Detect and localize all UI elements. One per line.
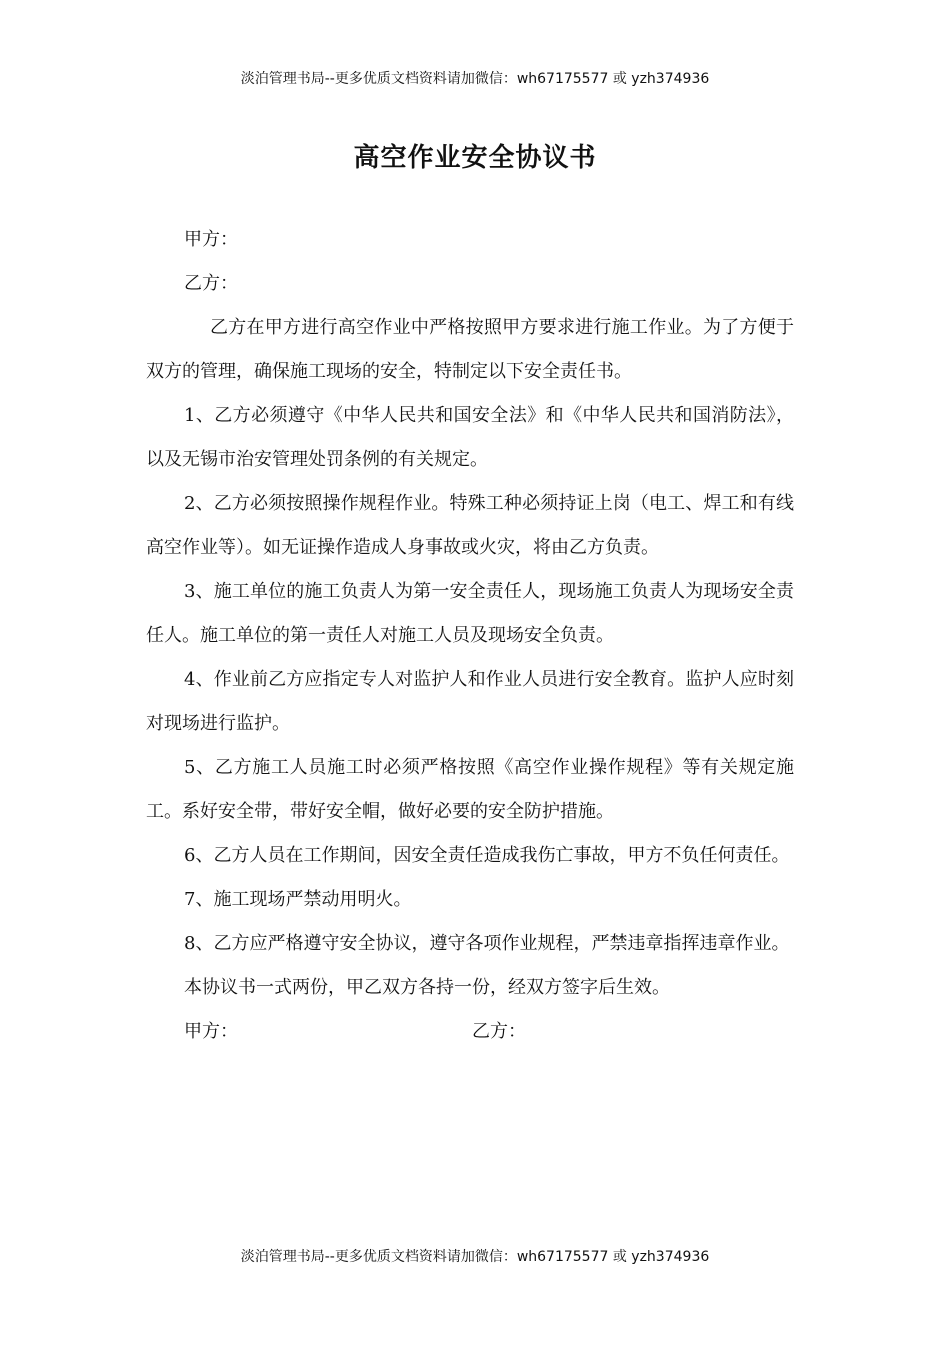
- party-a-line: 甲方：: [184, 229, 238, 250]
- intro-paragraph: 乙方在甲方进行高空作业中严格按照甲方要求进行施工作业。为了方便于双方的管理，确保施工现场的安全，特制定以下安全责任书。: [146, 317, 794, 382]
- party-b-line: 乙方：: [184, 273, 238, 294]
- document-title: 高空作业安全协议书: [353, 143, 597, 173]
- signature-party-b: 乙方：: [472, 1021, 526, 1042]
- clause-7: 7、施工现场严禁动用明火。: [184, 889, 412, 910]
- page-header: 淡泊管理书局--更多优质文档资料请加微信：wh67175577 或 yzh374936: [240, 71, 710, 87]
- signature-party-a: 甲方：: [184, 1021, 238, 1042]
- closing-paragraph: 本协议书一式两份，甲乙双方各持一份，经双方签字后生效。: [184, 977, 670, 998]
- page-footer: 淡泊管理书局--更多优质文档资料请加微信：wh67175577 或 yzh374936: [240, 1249, 710, 1265]
- clause-6: 6、乙方人员在工作期间，因安全责任造成我伤亡事故，甲方不负任何责任。: [184, 845, 790, 866]
- signature-row: [146, 1010, 794, 1054]
- document-body: [146, 218, 794, 1054]
- clause-4: 4、作业前乙方应指定专人对监护人和作业人员进行安全教育。监护人应时刻对现场进行监护。: [146, 669, 794, 734]
- clause-5: 5、乙方施工人员施工时必须严格按照《高空作业操作规程》等有关规定施工。系好安全带，带好安全帽，做好必要的安全防护措施。: [146, 757, 794, 822]
- clause-3: 3、施工单位的施工负责人为第一安全责任人，现场施工负责人为现场安全责任人。施工单位的第一责任人对施工人员及现场安全负责。: [146, 581, 794, 646]
- clause-2: 2、乙方必须按照操作规程作业。特殊工种必须持证上岗（电工、焊工和有线高空作业等）。如无证操作造成人身事故或火灾，将由乙方负责。: [146, 493, 794, 558]
- clause-1: 1、乙方必须遵守《中华人民共和国安全法》和《中华人民共和国消防法》，以及无锡市治安管理处罚条例的有关规定。: [146, 405, 794, 470]
- clause-8: 8、乙方应严格遵守安全协议，遵守各项作业规程，严禁违章指挥违章作业。: [184, 933, 790, 954]
